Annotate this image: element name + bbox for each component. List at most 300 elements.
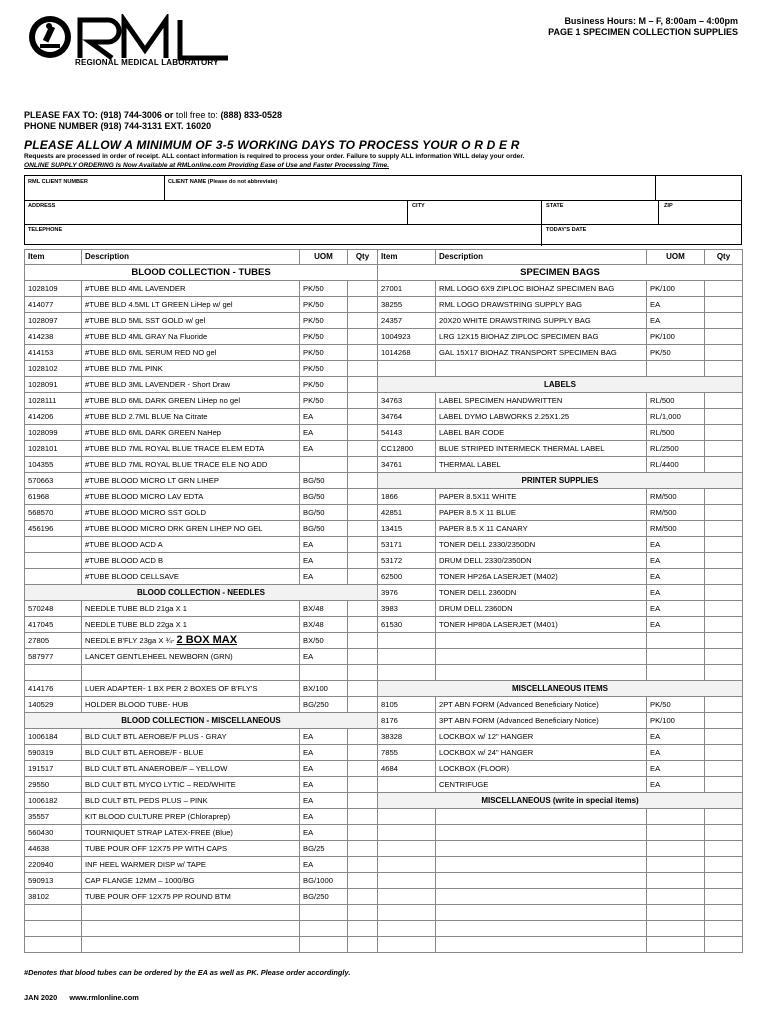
item-description-text: CAP FLANGE 12MM – 1000/BG: [85, 875, 195, 885]
item-uom: RM/500: [647, 489, 705, 505]
item-description: [82, 489, 300, 505]
item-uom: RL/1,000: [647, 409, 705, 425]
address-field[interactable]: ADDRESS: [28, 203, 56, 209]
section-title: MISCELLANEOUS (write in special items): [378, 793, 743, 809]
qty-input[interactable]: [348, 313, 378, 329]
qty-input[interactable]: [348, 649, 378, 665]
table-row: [25, 505, 743, 521]
item-number: 4684: [378, 761, 436, 777]
qty-input[interactable]: [348, 281, 378, 297]
item-uom: EA: [647, 777, 705, 793]
table-row: [25, 745, 743, 761]
item-uom: RM/500: [647, 505, 705, 521]
client-name-field[interactable]: CLIENT NAME (Please do not abbreviate): [168, 179, 278, 185]
table-row: [25, 281, 743, 297]
item-description: [82, 345, 300, 361]
item-uom: [647, 873, 705, 889]
item-description: [82, 457, 300, 473]
item-number: 414153: [25, 345, 82, 361]
qty-input[interactable]: [705, 889, 743, 905]
item-uom: BG/250: [300, 697, 348, 713]
qty-input[interactable]: [705, 521, 743, 537]
item-description: [82, 297, 300, 313]
section-title: MISCELLANEOUS ITEMS: [378, 681, 743, 697]
item-number: 1004923: [378, 329, 436, 345]
city-field[interactable]: CITY: [412, 203, 425, 209]
qty-input[interactable]: [348, 745, 378, 761]
item-description-text: 2PT ABN FORM (Advanced Beneficiary Notice): [439, 699, 599, 709]
qty-input[interactable]: [705, 537, 743, 553]
item-uom: BX/100: [300, 681, 348, 697]
item-uom: EA: [300, 441, 348, 457]
item-description-text: #TUBE BLD 5ML SST GOLD w/ gel: [85, 315, 206, 325]
item-number: 414077: [25, 297, 82, 313]
item-description-text: #TUBE BLOOD CELLSAVE: [85, 571, 179, 581]
item-uom: [647, 889, 705, 905]
table-row: [25, 729, 743, 745]
header-info: [548, 16, 738, 38]
qty-input[interactable]: [705, 729, 743, 745]
fax-tollfree-label: toll free to:: [173, 110, 221, 120]
item-number: [378, 905, 436, 921]
qty-input[interactable]: [348, 793, 378, 809]
item-description-text: DRUM DELL 2330/2350DN: [439, 555, 532, 565]
qty-input[interactable]: [348, 537, 378, 553]
item-uom: [647, 921, 705, 937]
item-description: [436, 457, 647, 473]
item-description: [436, 841, 647, 857]
item-description: [82, 793, 300, 809]
item-description: [436, 345, 647, 361]
item-uom: BG/1000: [300, 873, 348, 889]
item-uom: PK/50: [647, 697, 705, 713]
item-number: 570248: [25, 601, 82, 617]
item-uom: EA: [300, 729, 348, 745]
item-number: 27805: [25, 633, 82, 649]
table-row: [25, 329, 743, 345]
item-description-text: PAPER 8.5X11 WHITE: [439, 491, 517, 501]
qty-input[interactable]: [348, 361, 378, 377]
qty-input[interactable]: [705, 409, 743, 425]
item-description-text: TONER HP80A LASERJET (M401): [439, 619, 558, 629]
item-uom: EA: [647, 585, 705, 601]
item-description: [82, 473, 300, 489]
item-number: 587977: [25, 649, 82, 665]
empty-cell: [82, 905, 300, 921]
item-description: [436, 729, 647, 745]
item-uom: EA: [647, 313, 705, 329]
item-number: 38255: [378, 297, 436, 313]
item-uom: [647, 633, 705, 649]
item-description: [82, 697, 300, 713]
qty-input[interactable]: [348, 889, 378, 905]
item-uom: PK/50: [300, 313, 348, 329]
item-uom: EA: [647, 761, 705, 777]
qty-input[interactable]: [705, 585, 743, 601]
qty-input[interactable]: [348, 473, 378, 489]
item-description: [436, 393, 647, 409]
item-description: [436, 777, 647, 793]
item-description-text: #TUBE BLD 7ML PINK: [85, 363, 163, 373]
item-description: [436, 409, 647, 425]
item-number: [378, 665, 436, 681]
qty-input[interactable]: [348, 681, 378, 697]
item-uom: PK/100: [647, 713, 705, 729]
qty-input[interactable]: [348, 777, 378, 793]
table-row: [25, 377, 743, 393]
section-title: BLOOD COLLECTION - MISCELLANEOUS: [25, 713, 378, 729]
page-title: PAGE 1 SPECIMEN COLLECTION SUPPLIES: [548, 27, 738, 37]
state-field[interactable]: STATE: [546, 203, 564, 209]
item-description: [82, 409, 300, 425]
section-title: SPECIMEN BAGS: [378, 265, 743, 281]
qty-input[interactable]: [348, 377, 378, 393]
qty-input[interactable]: [348, 297, 378, 313]
qty-input[interactable]: [348, 617, 378, 633]
qty-input[interactable]: [705, 329, 743, 345]
item-number: 1028097: [25, 313, 82, 329]
qty-input[interactable]: [705, 825, 743, 841]
item-description: [436, 745, 647, 761]
item-description: [82, 569, 300, 585]
item-uom: [647, 665, 705, 681]
empty-cell: [82, 921, 300, 937]
item-uom: EA: [647, 553, 705, 569]
item-description: [82, 841, 300, 857]
item-number: 3983: [378, 601, 436, 617]
item-description: [82, 665, 300, 681]
processing-notice: PLEASE ALLOW A MINIMUM OF 3-5 WORKING DAYS TO PROCESS YOUR O R D E R: [24, 138, 520, 152]
item-description-text: #TUBE BLD 4.5ML LT GREEN LiHep w/ gel: [85, 299, 233, 309]
item-number: [378, 825, 436, 841]
qty-input[interactable]: [705, 633, 743, 649]
item-description: [82, 761, 300, 777]
qty-input[interactable]: [348, 857, 378, 873]
item-number: 140529: [25, 697, 82, 713]
item-description: [436, 441, 647, 457]
item-description-text: PAPER 8.5 X 11 BLUE: [439, 507, 516, 517]
item-description-text: TOURNIQUET STRAP LATEX-FREE (Blue): [85, 827, 233, 837]
qty-input[interactable]: [705, 313, 743, 329]
qty-input[interactable]: [705, 489, 743, 505]
item-description-text: #TUBE BLOOD MICRO LAV EDTA: [85, 491, 204, 501]
table-row: [25, 297, 743, 313]
item-description: [82, 633, 300, 649]
item-uom: EA: [647, 537, 705, 553]
qty-input[interactable]: [705, 649, 743, 665]
item-description: [436, 921, 647, 937]
item-uom: RL/2500: [647, 441, 705, 457]
item-description: [82, 729, 300, 745]
item-number: 1006182: [25, 793, 82, 809]
item-description: [436, 665, 647, 681]
item-number: 38328: [378, 729, 436, 745]
logo-subtitle: REGIONAL MEDICAL LABORATORY: [75, 58, 219, 67]
item-number: 570663: [25, 473, 82, 489]
table-row: [25, 345, 743, 361]
zip-field[interactable]: ZIP: [664, 203, 673, 209]
item-uom: BG/50: [300, 473, 348, 489]
item-description: [436, 857, 647, 873]
item-uom: PK/50: [300, 329, 348, 345]
item-description: [82, 281, 300, 297]
item-description-text: TONER HP26A LASERJET (M402): [439, 571, 558, 581]
item-description-text: TUBE POUR OFF 12X75 PP ROUND BTM: [85, 891, 231, 901]
item-uom: BG/50: [300, 489, 348, 505]
item-number: 1028101: [25, 441, 82, 457]
item-description: [82, 745, 300, 761]
item-uom: PK/50: [300, 281, 348, 297]
item-description: [82, 777, 300, 793]
item-description-text: BLD CULT BTL AEROBE/F PLUS - GRAY: [85, 731, 227, 741]
qty-input[interactable]: [705, 937, 743, 953]
item-number: CC12800: [378, 441, 436, 457]
qty-input[interactable]: [348, 329, 378, 345]
item-uom: PK/50: [300, 377, 348, 393]
table-row: [25, 313, 743, 329]
item-uom: EA: [647, 297, 705, 313]
qty-input[interactable]: [705, 505, 743, 521]
item-number: [25, 569, 82, 585]
qty-input[interactable]: [705, 617, 743, 633]
empty-cell: [25, 905, 82, 921]
item-description: [436, 425, 647, 441]
item-description: [82, 521, 300, 537]
item-description: [436, 297, 647, 313]
item-description-text: PAPER 8.5 X 11 CANARY: [439, 523, 528, 533]
item-number: [378, 889, 436, 905]
table-row: [25, 857, 743, 873]
qty-input[interactable]: [705, 441, 743, 457]
qty-input[interactable]: [705, 601, 743, 617]
qty-input[interactable]: [348, 761, 378, 777]
qty-input[interactable]: [348, 457, 378, 473]
item-uom: EA: [300, 777, 348, 793]
item-description: [436, 521, 647, 537]
qty-input[interactable]: [705, 873, 743, 889]
table-row: [25, 633, 743, 649]
item-number: [378, 841, 436, 857]
item-description-text: CENTRIFUGE: [439, 779, 489, 789]
item-number: 13415: [378, 521, 436, 537]
item-number: 568570: [25, 505, 82, 521]
qty-input[interactable]: [705, 297, 743, 313]
table-row: [25, 889, 743, 905]
qty-input[interactable]: [348, 633, 378, 649]
table-row: [25, 617, 743, 633]
qty-input[interactable]: [348, 809, 378, 825]
phone-number: PHONE NUMBER (918) 744-3131 EXT. 16020: [24, 121, 212, 131]
item-description: [82, 857, 300, 873]
todays-date-field[interactable]: TODAY'S DATE: [546, 227, 587, 233]
qty-input[interactable]: [348, 569, 378, 585]
empty-cell: [348, 921, 378, 937]
item-description-text: NEEDLE B'FLY 23ga X ¾-: [85, 636, 175, 645]
client-number-field[interactable]: RML CLIENT NUMBER: [28, 179, 88, 185]
qty-input[interactable]: [348, 729, 378, 745]
item-number: 417045: [25, 617, 82, 633]
item-description: [82, 329, 300, 345]
qty-input[interactable]: [705, 697, 743, 713]
qty-input[interactable]: [705, 809, 743, 825]
item-number: 29550: [25, 777, 82, 793]
item-number: [25, 553, 82, 569]
online-ordering-note: ONLINE SUPPLY ORDERING Is Now Available at RMLonline.com Providing Ease of Use and Faster Processing Time.: [24, 162, 390, 169]
empty-cell: [25, 921, 82, 937]
item-description-text: BLD CULT BTL MYCO LYTIC – RED/WHITE: [85, 779, 236, 789]
section-title: BLOOD COLLECTION - NEEDLES: [25, 585, 378, 601]
qty-input[interactable]: [705, 777, 743, 793]
qty-input[interactable]: [705, 665, 743, 681]
qty-input[interactable]: [705, 713, 743, 729]
item-number: [25, 665, 82, 681]
item-description-text: LABEL SPECIMEN HANDWRITTEN: [439, 395, 563, 405]
item-uom: PK/50: [647, 345, 705, 361]
table-row: [25, 361, 743, 377]
item-uom: EA: [300, 569, 348, 585]
item-description: [82, 313, 300, 329]
qty-input[interactable]: [705, 457, 743, 473]
item-uom: BX/48: [300, 617, 348, 633]
qty-input[interactable]: [348, 505, 378, 521]
item-description-text: LANCET GENTLEHEEL NEWBORN (GRN): [85, 651, 233, 661]
qty-input[interactable]: [348, 425, 378, 441]
item-description-text: NEEDLE TUBE BLD 22ga X 1: [85, 619, 188, 629]
item-description: [436, 489, 647, 505]
table-row: [25, 441, 743, 457]
qty-input[interactable]: [705, 553, 743, 569]
qty-input[interactable]: [348, 345, 378, 361]
col-uom: UOM: [300, 250, 348, 265]
qty-input[interactable]: [705, 345, 743, 361]
qty-input[interactable]: [705, 841, 743, 857]
table-row: [25, 809, 743, 825]
table-row: [25, 697, 743, 713]
qty-input[interactable]: [348, 521, 378, 537]
table-row: [25, 873, 743, 889]
footer: [24, 993, 139, 1002]
item-description-text: #TUBE BLD 6ML DARK GREEN NaHep: [85, 427, 222, 437]
item-number: 1028091: [25, 377, 82, 393]
item-uom: PK/50: [300, 345, 348, 361]
qty-input[interactable]: [705, 921, 743, 937]
qty-input[interactable]: [348, 553, 378, 569]
item-description-text: #TUBE BLD 6ML DARK GREEN LiHep no gel: [85, 395, 241, 405]
item-number: 7855: [378, 745, 436, 761]
item-uom: [647, 649, 705, 665]
table-row: [25, 921, 743, 937]
qty-input[interactable]: [705, 281, 743, 297]
col-description: Description: [436, 250, 647, 265]
item-number: [378, 649, 436, 665]
qty-input[interactable]: [705, 761, 743, 777]
qty-input[interactable]: [705, 425, 743, 441]
qty-input[interactable]: [348, 409, 378, 425]
item-uom: [300, 457, 348, 473]
item-description-text: RML LOGO 6X9 ZIPLOC BIOHAZ SPECIMEN BAG: [439, 283, 615, 293]
qty-input[interactable]: [348, 665, 378, 681]
table-row: [25, 265, 743, 281]
item-description: [82, 425, 300, 441]
item-number: 560430: [25, 825, 82, 841]
item-number: 414238: [25, 329, 82, 345]
item-number: 3976: [378, 585, 436, 601]
item-number: 456196: [25, 521, 82, 537]
table-row: [25, 761, 743, 777]
item-number: 53172: [378, 553, 436, 569]
item-uom: EA: [300, 745, 348, 761]
qty-input[interactable]: [348, 441, 378, 457]
item-description: [436, 569, 647, 585]
item-number: 590319: [25, 745, 82, 761]
item-description: [436, 537, 647, 553]
col-description: Description: [82, 250, 300, 265]
item-uom: [647, 825, 705, 841]
contact-block: [24, 110, 282, 132]
item-description: [82, 681, 300, 697]
qty-input[interactable]: [705, 745, 743, 761]
item-description-text: TUBE POUR OFF 12X75 PP WITH CAPS: [85, 843, 228, 853]
item-number: 27001: [378, 281, 436, 297]
qty-input[interactable]: [348, 825, 378, 841]
item-description: [436, 361, 647, 377]
item-uom: [647, 937, 705, 953]
item-description: [82, 617, 300, 633]
table-row: [25, 409, 743, 425]
qty-input[interactable]: [348, 873, 378, 889]
telephone-field[interactable]: TELEPHONE: [28, 227, 63, 233]
item-description-text: BLD CULT BTL AEROBE/F - BLUE: [85, 747, 204, 757]
item-description-text: KIT BLOOD CULTURE PREP (Chloraprep): [85, 811, 231, 821]
qty-input[interactable]: [705, 361, 743, 377]
qty-input[interactable]: [348, 697, 378, 713]
item-description: [436, 873, 647, 889]
fax-tollfree-number: (888) 833-0528: [220, 110, 282, 120]
qty-input[interactable]: [348, 489, 378, 505]
qty-input[interactable]: [348, 393, 378, 409]
item-number: 35557: [25, 809, 82, 825]
item-number: [378, 809, 436, 825]
item-description-text: #TUBE BLD 4ML GRAY Na Fluoride: [85, 331, 208, 341]
qty-input[interactable]: [705, 569, 743, 585]
item-description-text: #TUBE BLD 7ML ROYAL BLUE TRACE ELE NO ADD: [85, 459, 268, 469]
item-uom: PK/100: [647, 329, 705, 345]
item-description: [436, 617, 647, 633]
item-description-text: LOCKBOX (FLOOR): [439, 763, 510, 773]
website[interactable]: www.rmlonline.com: [69, 993, 139, 1002]
item-description: [436, 761, 647, 777]
item-number: 42851: [378, 505, 436, 521]
item-uom: EA: [300, 857, 348, 873]
qty-input[interactable]: [348, 841, 378, 857]
item-description-text: 3PT ABN FORM (Advanced Beneficiary Notice): [439, 715, 599, 725]
client-info-form: [24, 175, 742, 245]
table-row: [25, 793, 743, 809]
qty-input[interactable]: [348, 601, 378, 617]
item-uom: PK/50: [300, 393, 348, 409]
item-uom: EA: [647, 617, 705, 633]
item-uom: EA: [300, 425, 348, 441]
item-description: [436, 937, 647, 953]
business-hours: Business Hours: M – F, 8:00am – 4:00pm: [564, 16, 738, 26]
item-description: [82, 505, 300, 521]
item-description: [82, 825, 300, 841]
qty-input[interactable]: [705, 393, 743, 409]
col-item: Item: [378, 250, 436, 265]
item-uom: EA: [300, 825, 348, 841]
qty-input[interactable]: [705, 905, 743, 921]
qty-input[interactable]: [705, 857, 743, 873]
